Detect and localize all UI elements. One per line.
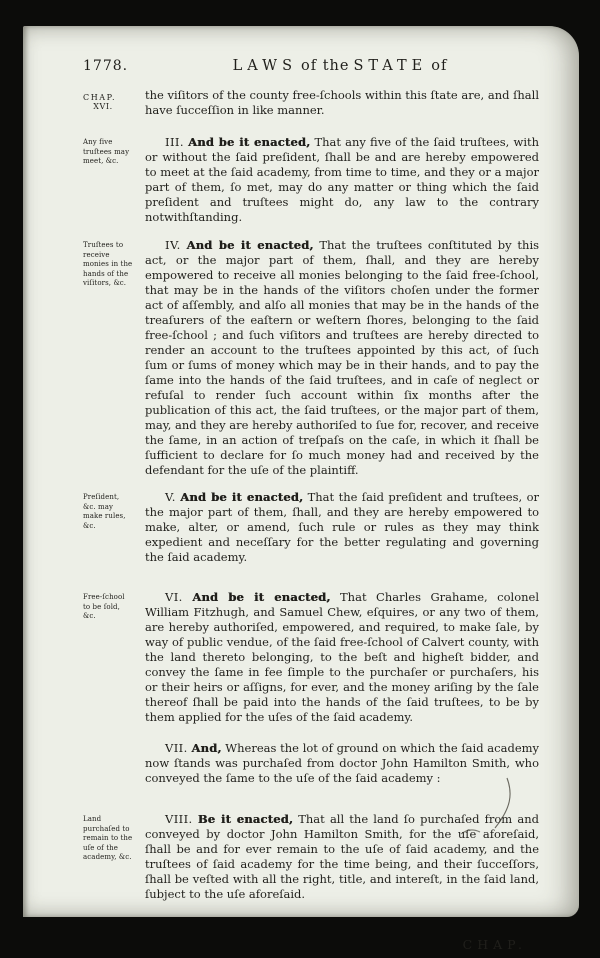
margin-note: Free-ſchool to be ſold, &c. (83, 593, 125, 620)
catchword: CHAP. (462, 937, 527, 952)
title-word-of-the: of the (301, 58, 350, 74)
catchword-row (23, 934, 579, 953)
section-number: VII. (165, 741, 188, 755)
statute-section-6 (23, 590, 579, 725)
section-body: That the truſtees conſtituted by this act, or the major part of them, ſhall, and they are hereby empowered to receive all monies belonging to the ſaid free-ſchool, that may be in the hands of the viſitors choſen under the former act of aſſembly, and alſo all monies that may be in the hands of the treaſurers of the eaſtern or weſtern ſhores, belonging to the ſaid free-ſchool ; and ſuch viſitors and truſtees are hereby directed to render an account to the truſtees appointed by this act, of ſuch ſum or ſums of money which may be in their hands, and to pay the ſame into the hands of the ſaid truſtees, and in caſe of neglect or refuſal to render ſuch account within ſix months after the publication of this act, the ſaid truſtees, or the major part of them, may, and they are hereby authoriſed to ſue for, recover, and receive the ſame, in an action of treſpaſs on the caſe, in which it ſhall be ſufficient to declare for ſo much money had and received by the defendant for the uſe of the plaintiff. (145, 238, 540, 477)
section-number: V. (165, 490, 176, 504)
section-text (145, 490, 539, 565)
section-number: IV. (165, 238, 181, 252)
section-text (145, 238, 539, 478)
section-number: VIII. (165, 812, 193, 826)
statute-section-3 (23, 135, 579, 225)
section-text (145, 135, 539, 225)
section-body: That any five of the ſaid truſtees, with or without the ſaid preſident, ſhall be and are hereby empowered to meet at the ſaid academy, from time to time, and they or a major part of them, ſo met, may do any matter or thing which the ſaid preſident and truſtees might do, any law to the contrary notwithſtanding. (145, 135, 540, 224)
margin-note: Any five truſtees may meet, &c. (83, 138, 130, 165)
margin-note: Truſtees to receive monies in the hands of the viſitors, &c. (83, 241, 133, 287)
margin-note: Land purchaſed to remain to the uſe of the academy, &c. (83, 815, 133, 861)
margin-note: Preſident, &c. may make rules, &c. (83, 493, 126, 530)
enacting-phrase: And be it enacted, (186, 238, 314, 252)
enacting-phrase: And be it enacted, (192, 590, 331, 604)
section-body: That Charles Grahame, colonel William Fitzhugh, and Samuel Chew, eſquires, or any two of them, are hereby authoriſed, empowered, and required, to make ſale, by way of public vendue, of the ſaid free-ſchool of Calvert county, with the land thereto belonging, to the beſt and higheſt bidder, and convey the ſame in fee ſimple to the purchaſer or purchaſers, his or their heirs or aſſigns, for ever, and the money ariſing by the ſale thereof ſhall be paid into the hands of the ſaid truſtees, to be by them applied for the uſes of the ſaid academy. (145, 590, 540, 724)
title-word-state: STATE (353, 58, 428, 74)
year-label: 1778. (83, 58, 129, 74)
enacting-phrase: And be it enacted, (180, 490, 304, 504)
section-number: III. (165, 135, 184, 149)
statute-section-8 (23, 812, 579, 902)
section-body: That the ſaid preſident and truſtees, or the major part of them, ſhall, and they are hereby empowered to make, alter, or amend, ſuch rule or rules as they may think expedient and neceſſary for the better regulating and governing the ſaid academy. (145, 490, 539, 564)
section-text: the viſitors of the county free-ſchools within this ſtate are, and ſhall have ſucceſſion in like manner. (145, 88, 539, 117)
margin-cell-empty (83, 741, 133, 786)
scan-noise (0, 0, 1, 1)
section-body: Whereas the lot of ground on which the ſaid academy now ſtands was purchaſed from doctor John Hamilton Smith, who conveyed the ſame to the uſe of the ſaid academy : (145, 741, 540, 785)
section-text (145, 812, 539, 902)
statute-section-4 (23, 238, 579, 478)
title-word-of: of (431, 58, 448, 74)
page-title (145, 58, 539, 74)
section-text (145, 741, 539, 786)
chapter-label-numeral: XVI. (93, 102, 113, 111)
enacting-phrase: And, (191, 741, 222, 755)
title-word-laws: LAWS (232, 58, 298, 74)
margin-cell (83, 88, 133, 118)
chapter-label-word: CHAP. (83, 93, 117, 102)
section-body: That all the land ſo purchaſed from and conveyed by doctor John Hamilton Smith, for the uſe aforeſaid, ſhall be and for ever remain to the uſe of ſaid academy, and the truſtees of ſaid academy for the time being, and their ſucceſſors, ſhall be veſted with all the right, title, and intereſt, in the ſaid land, ſubject to the uſe aforeſaid. (145, 812, 539, 901)
enacting-phrase: Be it enacted, (197, 812, 294, 826)
section-number: VI. (165, 590, 183, 604)
running-header (23, 58, 579, 74)
section-text (145, 590, 539, 725)
enacting-phrase: And be it enacted, (188, 135, 311, 149)
chapter-label (83, 91, 133, 111)
statute-section-5 (23, 490, 579, 565)
book-page (23, 26, 579, 952)
statute-section-7 (23, 741, 579, 786)
statute-section-continuation (23, 88, 579, 118)
